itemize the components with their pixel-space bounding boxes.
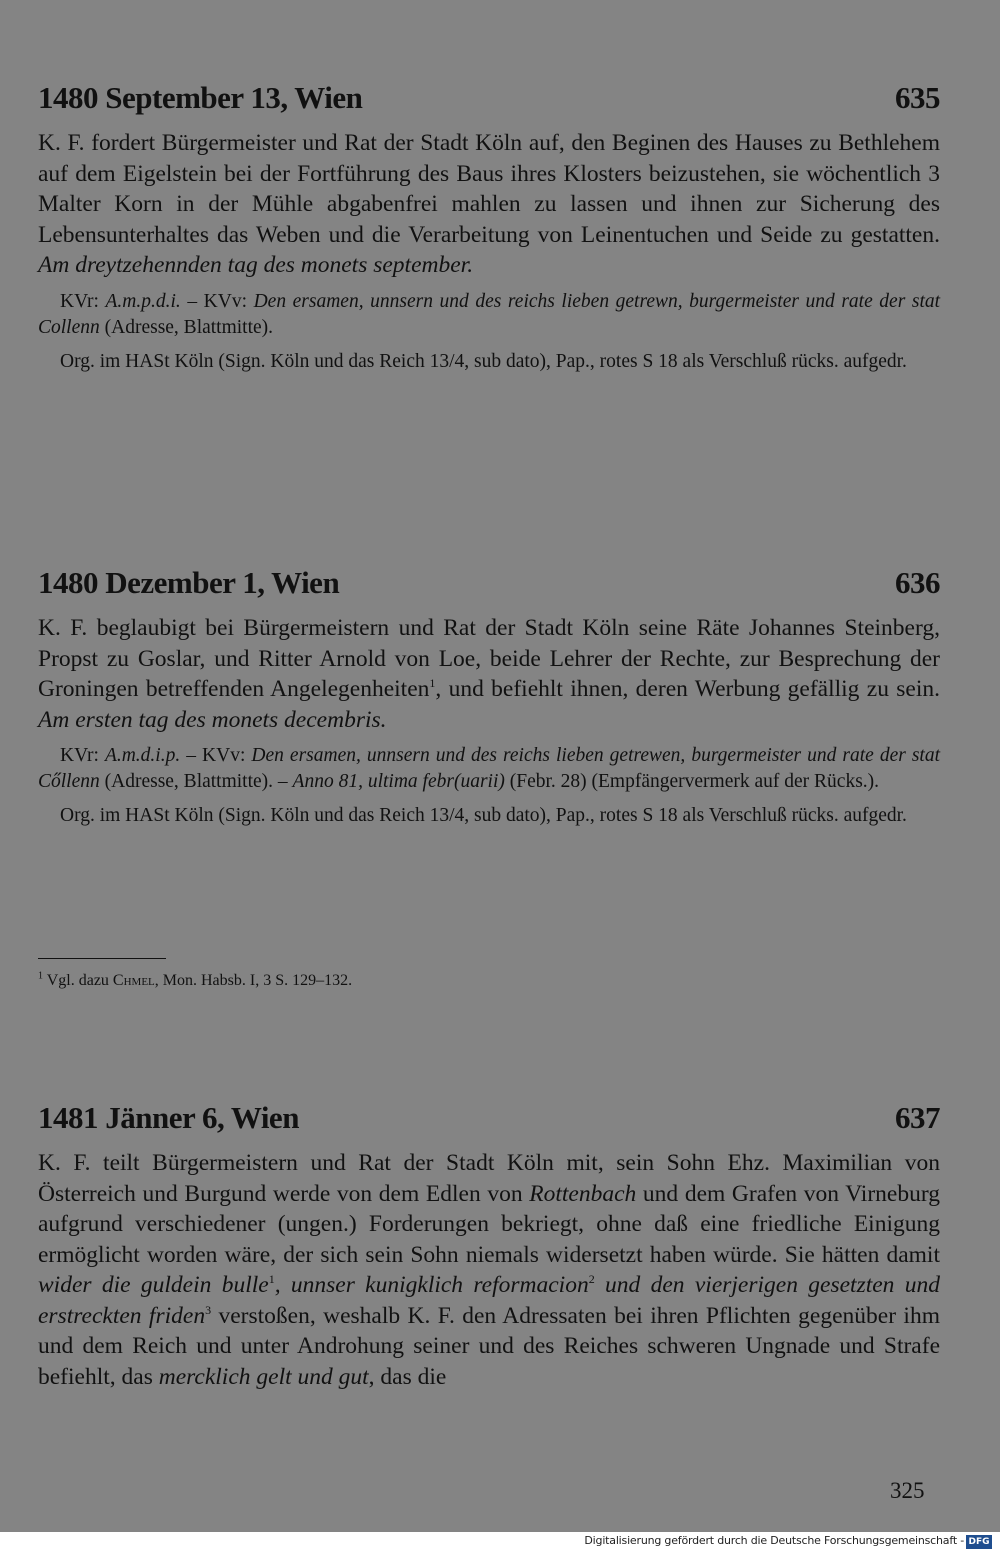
entry-date-quote: Am ersten tag des monets decembris.: [38, 706, 387, 733]
digitization-credit: Digitalisierung gefördert durch die Deutsche Forschungsgemeinschaft -: [584, 1534, 964, 1547]
seal-note: KVr: A.m.d.i.p. – KVv: Den ersamen, unnsern und des reichs lieben getrewen, burgermeister und rate der stat Cőllenn (Adresse, Blattmitte). – Anno 81, ultima febr(uarii) (Febr. 28) (Empfängervermerk auf der Rücks.).: [38, 745, 941, 792]
entry-number: 637: [895, 1100, 940, 1135]
entry-heading: [38, 80, 940, 116]
entry-date-place: 1481 Jänner 6, Wien: [38, 1100, 299, 1135]
entry-date-place: 1480 Dezember 1, Wien: [38, 565, 340, 600]
entry-summary: K. F. teilt Bürgermeistern und Rat der Stadt Köln mit, sein Sohn Ehz. Maximilian von Österreich und Burgund werde von dem Edlen von Rottenbach und dem Grafen von Virneburg aufgrund verschiedener (ungen.) Forderungen bekriegt, ohne daß eine friedliche Einigung ermöglicht worden wäre, der sich sein Sohn niemals widersetzt haben würde. Sie hätten damit wider die guldein bulle$^1$, unnser kunigklich reformacion$^2$ und den vierjerigen gesetzten und erstreckten friden$^3$ verstoßen, weshalb K. F. den Adressaten bei ihren Pflichten gegenüber ihm und dem Reich und unter Androhung seiner und des Reiches schweren Ungnade und Strafe befiehlt, das mercklich gelt und gut, das die: [38, 1150, 940, 1390]
entry-summary: K. F. beglaubigt bei Bürgermeistern und Rat der Stadt Köln seine Räte Johannes Steinberg, Propst zu Goslar, und Ritter Arnold von Loe, beide Lehrer der Rechte, zur Besprechung der Groningen betreffenden Angelegenheiten$^1$, und befiehlt ihnen, deren Werbung gefällig zu sein. Am ersten tag des monets decembris.: [38, 615, 940, 733]
source-note: Org. im HASt Köln (Sign. Köln und das Reich 13/4, sub dato), Pap., rotes S 18 als Verschluß rücks. aufgedr.: [60, 350, 907, 372]
page-number: 325: [890, 1478, 925, 1503]
footnote-marker: 1: [429, 676, 436, 691]
footnote-marker: 2: [588, 1272, 595, 1287]
footnote: $^1$ Vgl. dazu Chmel, Mon. Habsb. I, 3 S. 129–132.: [38, 970, 353, 989]
entry-heading: [38, 1100, 940, 1136]
footnote-marker: 3: [205, 1302, 212, 1317]
footnote-author: Chmel: [112, 972, 155, 989]
source-note: Org. im HASt Köln (Sign. Köln und das Reich 13/4, sub dato), Pap., rotes S 18 als Verschluß rücks. aufgedr.: [60, 805, 907, 826]
entry-date-place: 1480 September 13, Wien: [38, 80, 363, 115]
footnote-divider: [38, 958, 166, 959]
entry-summary: K. F. fordert Bürgermeister und Rat der Stadt Köln auf, den Beginen des Hauses zu Bethlehem auf dem Eigelstein bei der Fortführung des Baus ihres Klosters beizustehen, sie wöchentlich 3 Malter Korn in der Mühle abgabenfrei mahlen zu lassen und ihnen zur Sicherung des Lebensunterhaltes das Weben und die Verarbeitung von Leinentuchen und Seide zu gestatten. Am dreytzehennden tag des monets september.: [38, 130, 940, 278]
seal-note: KVr: A.m.p.d.i. – KVv: Den ersamen, unnsern und des reichs lieben getrewn, burgermeister und rate der stat Collenn (Adresse, Blattmitte).: [38, 290, 941, 338]
entry-number: 635: [895, 80, 940, 115]
entry-heading: [38, 565, 940, 601]
dfg-logo: DFG: [966, 1535, 992, 1549]
regest-entry-635: [38, 80, 940, 375]
regest-entry-636: [38, 565, 940, 829]
footnote-marker: 1: [268, 1272, 275, 1287]
regest-entry-637: [38, 1100, 940, 1392]
entry-date-quote: Am dreytzehennden tag des monets september.: [38, 252, 474, 278]
entry-number: 636: [895, 565, 940, 600]
